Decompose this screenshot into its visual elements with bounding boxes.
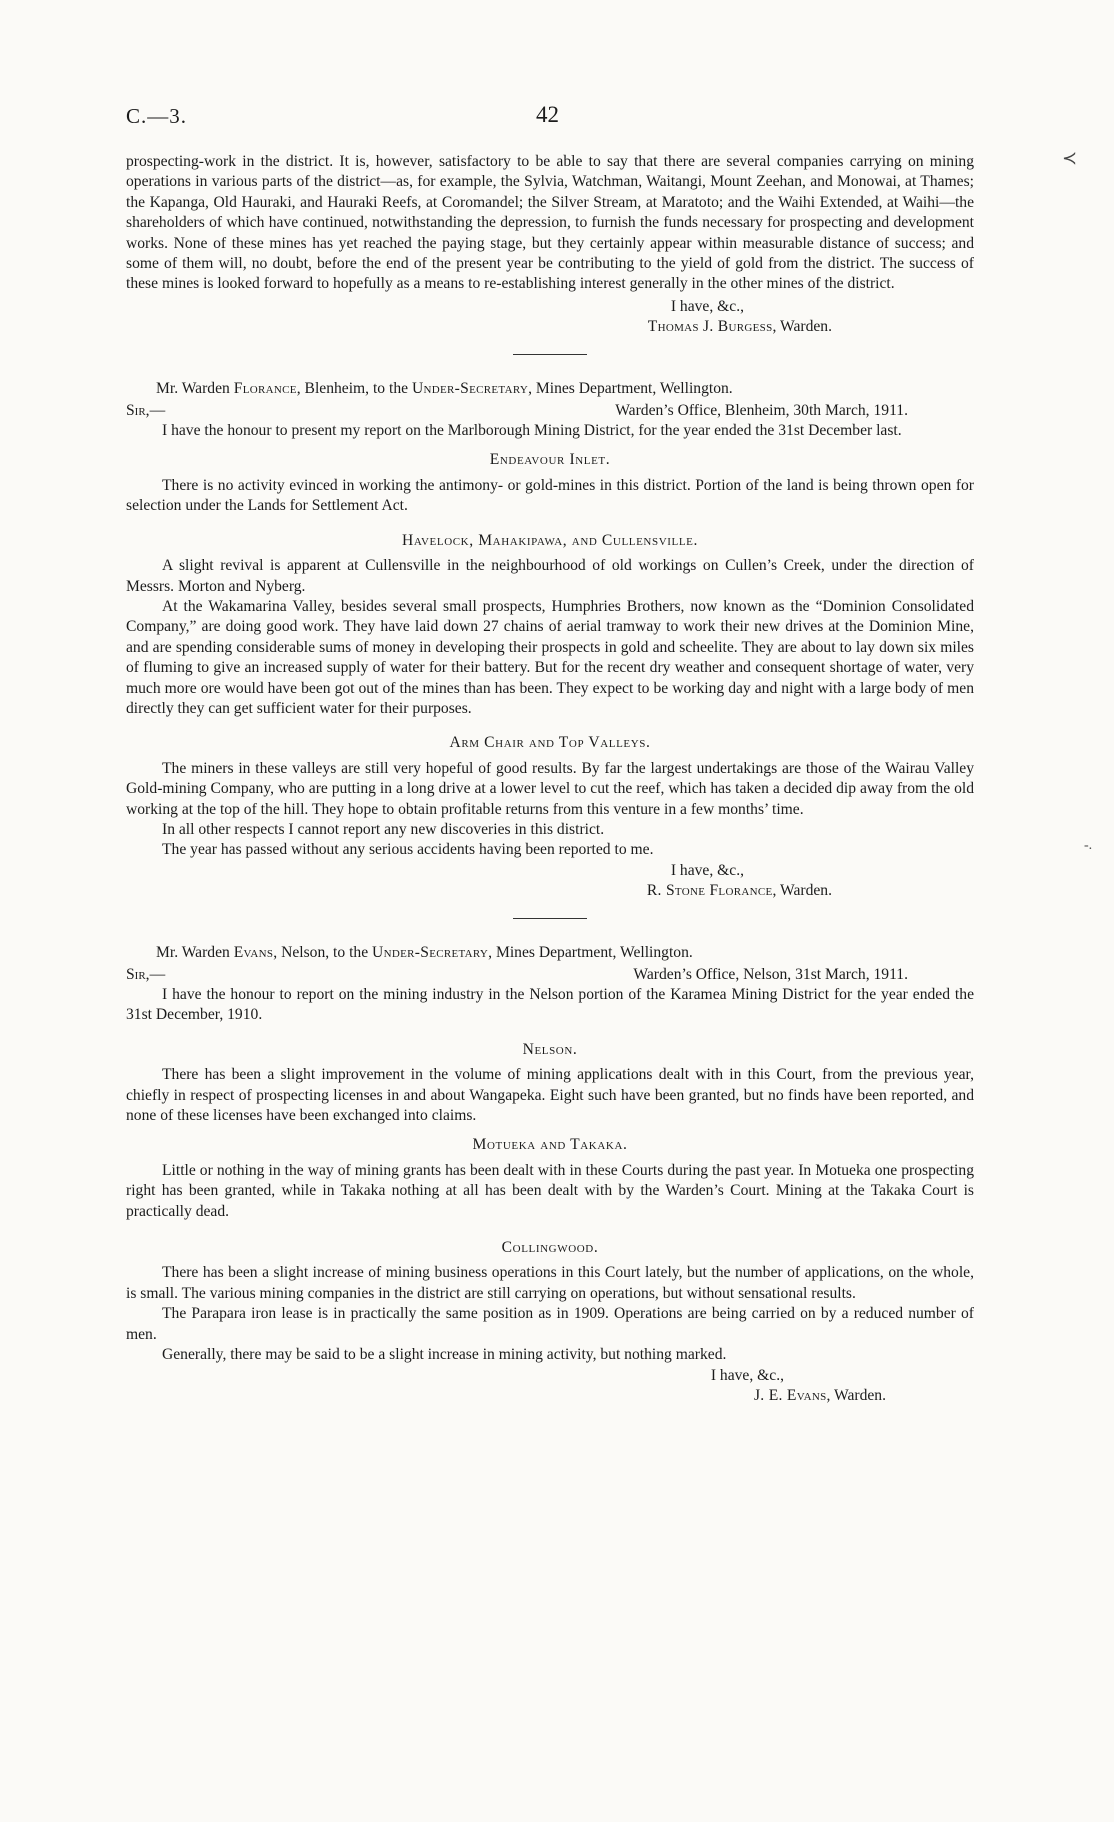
recipient-title: Under-Secretary (372, 943, 489, 961)
signature (126, 881, 974, 901)
office-dateline: Warden’s Office, Blenheim, 30th March, 1911. (615, 402, 908, 420)
paragraph: I have the honour to present my report on the Marlborough Mining District, for the year ended the 31st December last. (162, 422, 902, 440)
paragraph: The year has passed without any serious accidents having been reported to me. (162, 841, 654, 859)
closing: I have, &c., (670, 297, 744, 315)
paragraph: I have the honour to report on the mining industry in the Nelson portion of the Karamea Mining District for the year ended the 31st December, 1910. (126, 986, 974, 1024)
paragraph: In all other respects I cannot report any new discoveries in this district. (162, 820, 605, 838)
section-heading: Arm Chair and Top Valleys. (449, 734, 651, 752)
section-heading: Motueka and Takaka. (472, 1136, 628, 1154)
address-text: Mr. Warden (156, 379, 234, 397)
page-header (126, 104, 976, 130)
salutation-line (126, 965, 974, 985)
address-text: , Mines Department, Wellington. (488, 943, 693, 961)
paragraph: There has been a slight improvement in the volume of mining applications dealt with in this Court, from the previous year, chiefly in respect of prospecting licenses in and about Wangapeka. Eight such have been granted, but no finds have been reported, and none of these licenses have been exchanged into claims. (126, 1066, 974, 1125)
letter-address (126, 943, 974, 963)
signature (126, 317, 974, 337)
signatory-title: , Warden. (772, 318, 832, 336)
address-text: Mr. Warden (156, 943, 234, 961)
warden-name: Florance (233, 379, 297, 397)
margin-mark: ≺ (1062, 148, 1078, 168)
paragraph: Generally, there may be said to be a slight increase in mining activity, but nothing marked. (162, 1346, 727, 1364)
salutation-line (126, 401, 974, 421)
report-series: C.—3. (126, 104, 188, 128)
signatory-title: , Warden. (772, 882, 832, 900)
recipient-title: Under-Secretary (411, 379, 529, 397)
document-body (126, 152, 974, 1406)
salutation: Sir,— (126, 966, 166, 983)
paragraph: There has been a slight increase of mining business operations in this Court lately, but the number of applications, on the whole, is small. The various mining companies in the district are still carrying on operations, but without sensational results. (126, 1264, 974, 1302)
signatory-name: R. Stone Florance (646, 882, 773, 900)
section-heading: Endeavour Inlet. (489, 451, 611, 469)
paragraph: prospecting-work in the district. It is, however, satisfactory to be able to say that there are several companies carrying on mining operations in various parts of the district—as, for example, the Sylvia, Watchman, Waitangi, Mount Zeehan, and Monowai, at Thames; the Kapanga, Old Hauraki, and Hauraki Reefs, at Coromandel; the Silver Stream, at Maratoto; and the Waihi Extended, at Waihi—the shareholders of which have continued, notwithstanding the depression, to furnish the funds necessary for prospecting and development works. None of these mines has yet reached the paying stage, but they certainly appear within measurable distance of success; and some of them will, no doubt, before the end of the present year be contributing to the yield of gold from the district. The success of these mines is looked forward to hopefully as a means to re-establishing interest generally in the other mines of the district. (126, 153, 974, 293)
paragraph: The Parapara iron lease is in practically the same position as in 1909. Operations are being carried on by a reduced number of men. (126, 1305, 974, 1343)
paragraph: A slight revival is apparent at Cullensville in the neighbourhood of old workings on Cullen’s Creek, under the direction of Messrs. Morton and Nyberg. (126, 557, 974, 595)
margin-mark: -. (1084, 838, 1093, 853)
page-number: 42 (536, 102, 559, 127)
signatory-title: , Warden. (826, 1386, 886, 1404)
address-text: , Blenheim, to the (296, 379, 412, 397)
office-dateline: Warden’s Office, Nelson, 31st March, 1911. (633, 966, 908, 983)
section-divider (513, 918, 587, 919)
paragraph: There is no activity evinced in working the antimony- or gold-mines in this district. Portion of the land is being thrown open for selection under the Lands for Settlement Act. (126, 476, 974, 515)
closing: I have, &c., (670, 861, 744, 879)
address-text: , Nelson, to the (273, 943, 373, 961)
signature (126, 1386, 974, 1406)
signatory-name: Thomas J. Burgess (647, 318, 773, 336)
section-heading: Collingwood. (501, 1239, 599, 1257)
paragraph: At the Wakamarina Valley, besides several small prospects, Humphries Brothers, now known as the “Dominion Consolidated Company,” are doing good work. They have laid down 27 chains of aerial tramway to work their new drives at the Dominion Mine, and are spending considerable sums of money in developing their prospects in gold and scheelite. They are about to lay down six miles of fluming to give an increased supply of water for their battery. But for the recent dry weather and consequent shortage of water, very much more ore would have been got out of the mines than has been. They expect to be working day and night with a large body of men directly they can get sufficient water for their purposes. (126, 597, 974, 717)
paragraph: Little or nothing in the way of mining grants has been dealt with in these Courts during the past year. In Motueka one prospecting right has been granted, while in Takaka nothing at all has been dealt with by the Warden’s Court. Mining at the Takaka Court is practically dead. (126, 1161, 974, 1220)
paragraph: The miners in these valleys are still very hopeful of good results. By far the largest undertakings are those of the Wairau Valley Gold-mining Company, who are putting in a long drive at a lower level to cut the reef, which has taken a decided dip away from the old working at the top of the hill. They hope to obtain profitable returns from this venture in a few months’ time. (126, 759, 974, 818)
section-heading: Nelson. (522, 1040, 578, 1058)
salutation: Sir,— (126, 402, 166, 420)
closing: I have, &c., (710, 1366, 784, 1384)
address-text: , Mines Department, Wellington. (528, 379, 733, 397)
letter-address (126, 379, 974, 399)
section-heading: Havelock, Mahakipawa, and Cullensville. (402, 531, 698, 549)
section-divider (513, 354, 587, 355)
warden-name: Evans (233, 943, 274, 961)
signatory-name: J. E. Evans (753, 1386, 827, 1404)
